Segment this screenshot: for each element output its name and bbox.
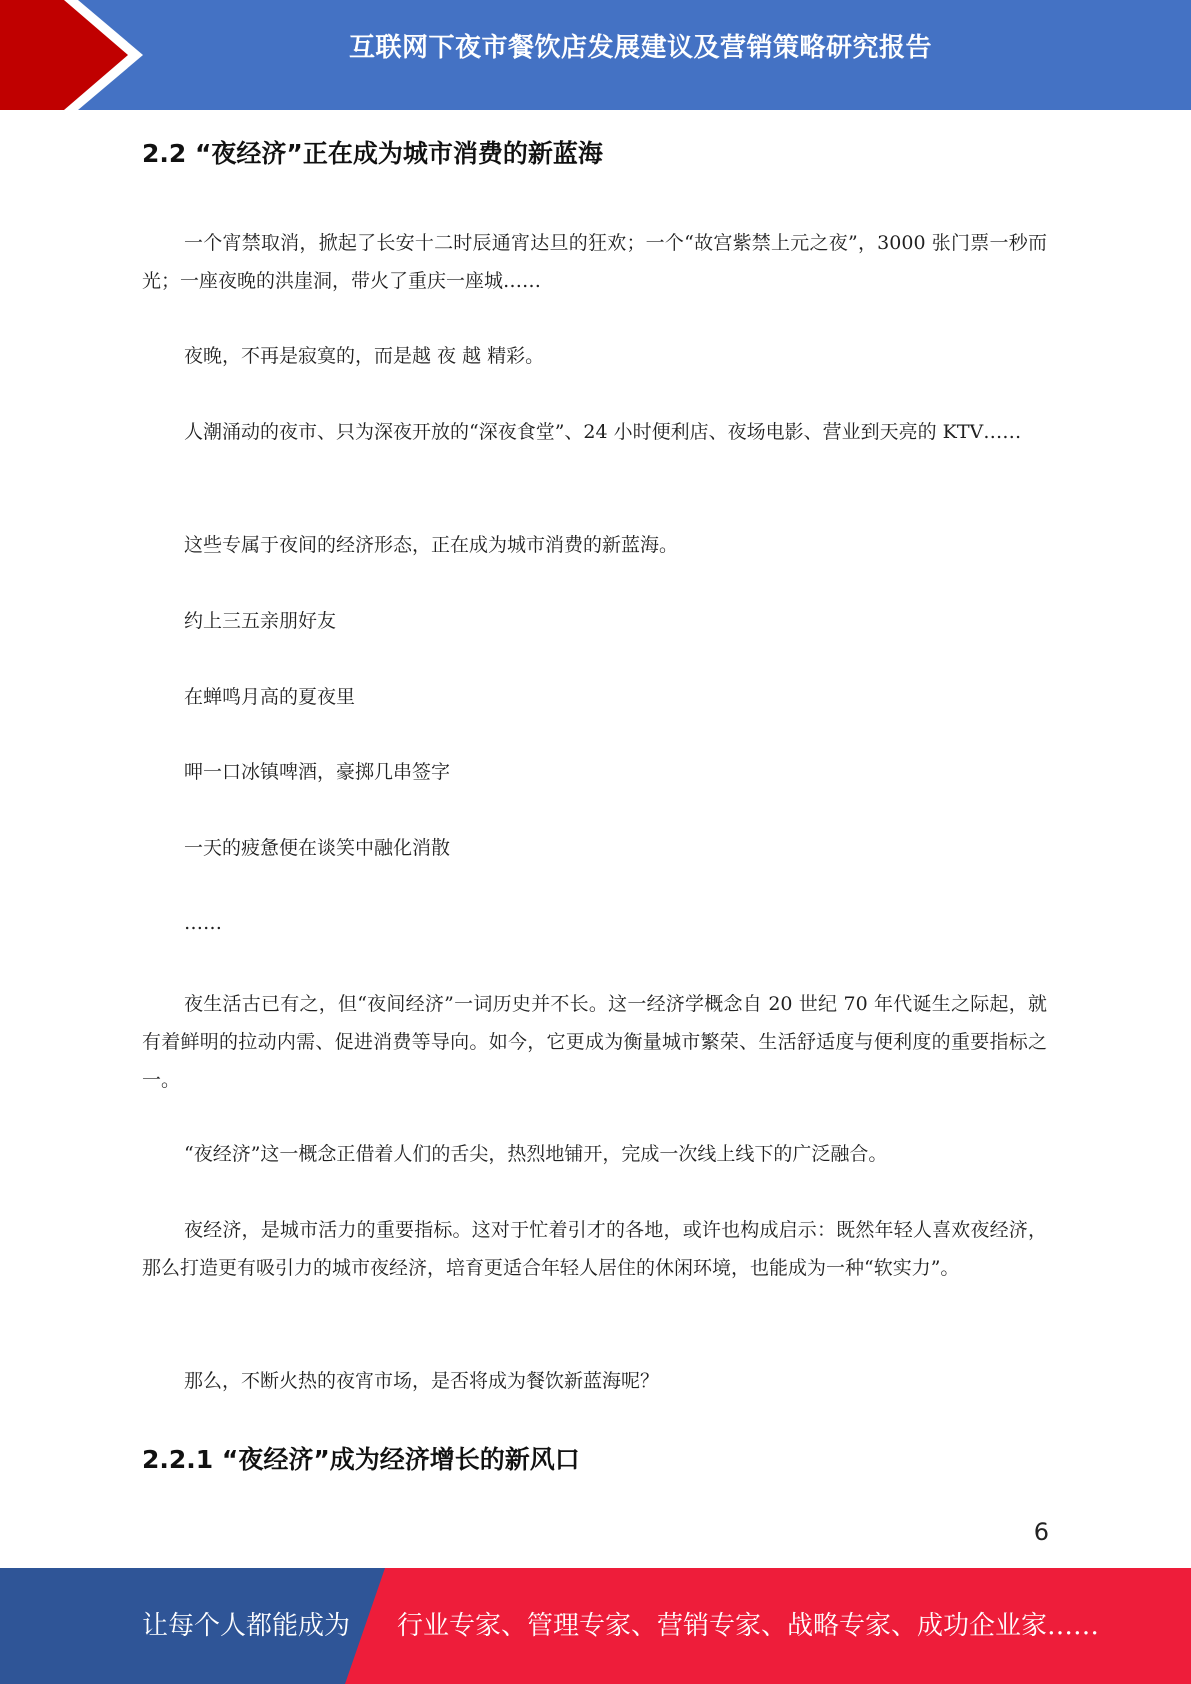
paragraph-12: 那么，不断火热的夜宵市场，是否将成为餐饮新蓝海呢？	[184, 1370, 660, 1392]
footer-slogan-right: 行业专家、管理专家、营销专家、战略专家、成功企业家……	[397, 1611, 1100, 1641]
paragraph-7: 呷一口冰镇啤酒，豪掷几串签字	[184, 761, 451, 783]
page-footer	[0, 1568, 1191, 1684]
section-heading: 2.2 “夜经济”正在成为城市消费的新蓝海	[142, 139, 603, 168]
paragraph-10: “夜经济”这一概念正借着人们的舌尖，热烈地铺开，完成一次线上线下的广泛融合。	[184, 1143, 888, 1165]
page-number: 6	[1033, 1518, 1049, 1546]
paragraph-8: 一天的疲惫便在谈笑中融化消散	[184, 837, 451, 859]
paragraph-1: 一个宵禁取消，掀起了长安十二时辰通宵达旦的狂欢；一个“故宫紫禁上元之夜”，3000 张门票一秒而光；一座夜晚的洪崖洞，带火了重庆一座城……	[142, 232, 1047, 292]
header-arrow-icon	[0, 0, 150, 110]
paragraph-ellipsis: ……	[184, 912, 222, 934]
paragraph-6: 在蝉鸣月高的夏夜里	[184, 686, 356, 708]
paragraph-9: 夜生活古已有之，但“夜间经济”一词历史并不长。这一经济学概念自 20 世纪 70 年代诞生之际起，就有着鲜明的拉动内需、促进消费等导向。如今，它更成为衡量城市繁荣、生活舒适度与便利度的重要指标之一。	[142, 993, 1047, 1091]
paragraph-11: 夜经济，是城市活力的重要指标。这对于忙着引才的各地，或许也构成启示：既然年轻人喜欢夜经济，那么打造更有吸引力的城市夜经济，培育更适合年轻人居住的休闲环境，也能成为一种“软实力”。	[142, 1219, 1047, 1279]
footer-slogan-left: 让每个人都能成为	[142, 1611, 351, 1641]
header-title: 互联网下夜市餐饮店发展建议及营销策略研究报告	[348, 33, 932, 63]
paragraph-2: 夜晚，不再是寂寞的，而是越 夜 越 精彩。	[184, 345, 545, 367]
paragraph-5: 约上三五亲朋好友	[184, 610, 337, 632]
paragraph-3: 人潮涌动的夜市、只为深夜开放的“深夜食堂”、24 小时便利店、夜场电影、营业到天亮的 KTV……	[184, 421, 1022, 443]
page-header	[0, 0, 1191, 110]
paragraph-4: 这些专属于夜间的经济形态，正在成为城市消费的新蓝海。	[184, 534, 679, 556]
subsection-heading: 2.2.1 “夜经济”成为经济增长的新风口	[142, 1445, 580, 1474]
